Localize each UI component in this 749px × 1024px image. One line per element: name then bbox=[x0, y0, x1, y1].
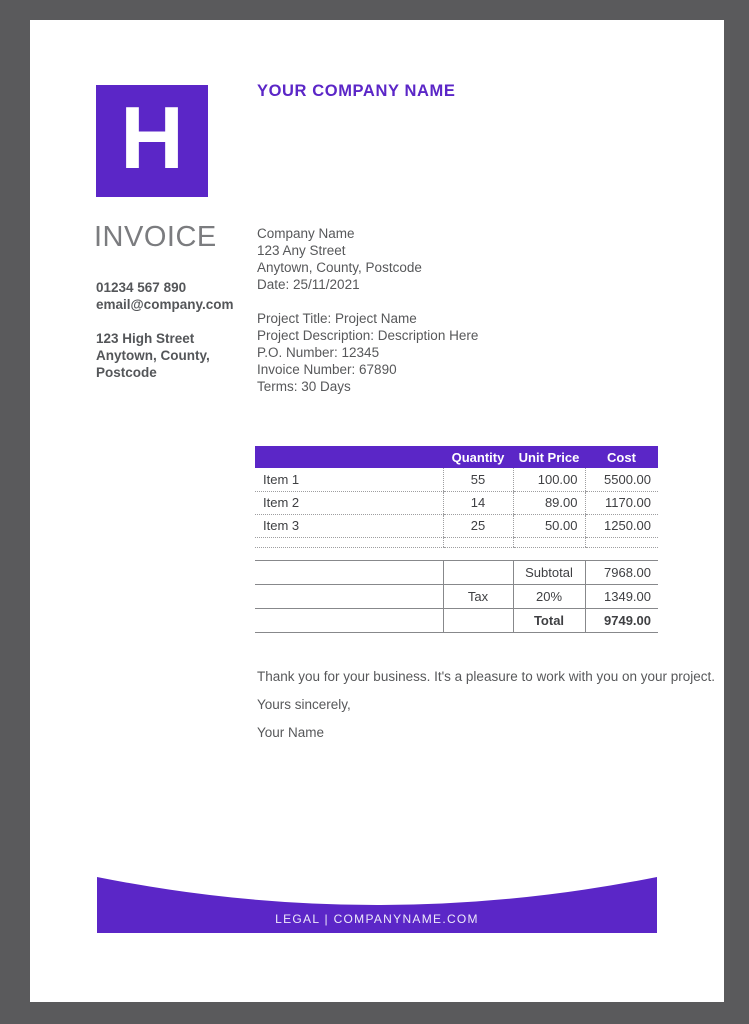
recipient-line: Anytown, County, Postcode bbox=[257, 260, 422, 275]
total-value: 9749.00 bbox=[585, 608, 658, 632]
email-address: email@company.com bbox=[96, 297, 234, 312]
recipient-line: Company Name bbox=[257, 226, 355, 241]
invoice-date: Date: 25/11/2021 bbox=[257, 277, 360, 292]
item-unit-price: 100.00 bbox=[513, 468, 585, 491]
empty-table-row bbox=[255, 537, 658, 547]
document-title: INVOICE bbox=[94, 221, 217, 253]
total-row bbox=[255, 608, 658, 632]
item-cost: 5500.00 bbox=[585, 468, 658, 491]
table-header-row bbox=[255, 446, 658, 468]
tax-rate: 20% bbox=[513, 584, 585, 608]
table-row bbox=[255, 514, 658, 537]
subtotal-label: Subtotal bbox=[513, 560, 585, 584]
sender-contact-block bbox=[96, 279, 233, 313]
item-cost: 1250.00 bbox=[585, 514, 658, 537]
company-logo bbox=[96, 85, 208, 197]
header-quantity: Quantity bbox=[443, 446, 513, 468]
phone-number: 01234 567 890 bbox=[96, 280, 187, 295]
header-item bbox=[255, 446, 443, 468]
footer-band bbox=[97, 877, 657, 933]
item-quantity: 25 bbox=[443, 514, 513, 537]
subtotal-value: 7968.00 bbox=[585, 560, 658, 584]
recipient-line: 123 Any Street bbox=[257, 243, 346, 258]
terms-line: Terms: 30 Days bbox=[257, 379, 351, 394]
sender-address-block bbox=[96, 330, 210, 381]
project-title-line: Project Title: Project Name bbox=[257, 311, 417, 326]
item-cost: 1170.00 bbox=[585, 491, 658, 514]
header-cost: Cost bbox=[585, 446, 658, 468]
header-unit-price: Unit Price bbox=[513, 446, 585, 468]
table-spacer-row bbox=[255, 547, 658, 560]
item-name: Item 2 bbox=[255, 491, 443, 514]
item-name: Item 1 bbox=[255, 468, 443, 491]
company-name-heading: YOUR COMPANY NAME bbox=[257, 82, 456, 100]
invoice-number-line: Invoice Number: 67890 bbox=[257, 362, 397, 377]
item-quantity: 55 bbox=[443, 468, 513, 491]
item-unit-price: 50.00 bbox=[513, 514, 585, 537]
table-row bbox=[255, 468, 658, 491]
sender-address-line: Anytown, County, bbox=[96, 348, 210, 363]
item-name: Item 3 bbox=[255, 514, 443, 537]
recipient-info-block bbox=[257, 225, 422, 293]
invoice-table bbox=[255, 446, 658, 633]
signature-name: Your Name bbox=[257, 725, 325, 740]
item-quantity: 14 bbox=[443, 491, 513, 514]
thank-you-message: Thank you for your business. It's a pleasure to work with you on your project. bbox=[257, 669, 716, 684]
tax-row bbox=[255, 584, 658, 608]
sender-address-line: Postcode bbox=[96, 365, 157, 380]
project-info-block bbox=[257, 310, 478, 395]
total-label: Total bbox=[513, 608, 585, 632]
footer-legal-link: LEGAL | COMPANYNAME.COM bbox=[275, 912, 479, 926]
table-row bbox=[255, 491, 658, 514]
item-unit-price: 89.00 bbox=[513, 491, 585, 514]
invoice-page bbox=[30, 20, 724, 1002]
subtotal-row bbox=[255, 560, 658, 584]
logo-letter: H bbox=[120, 88, 184, 187]
signoff-text: Yours sincerely, bbox=[257, 697, 351, 712]
po-number-line: P.O. Number: 12345 bbox=[257, 345, 380, 360]
project-description-line: Project Description: Description Here bbox=[257, 328, 479, 343]
tax-value: 1349.00 bbox=[585, 584, 658, 608]
tax-label: Tax bbox=[443, 584, 513, 608]
sender-address-line: 123 High Street bbox=[96, 331, 195, 346]
